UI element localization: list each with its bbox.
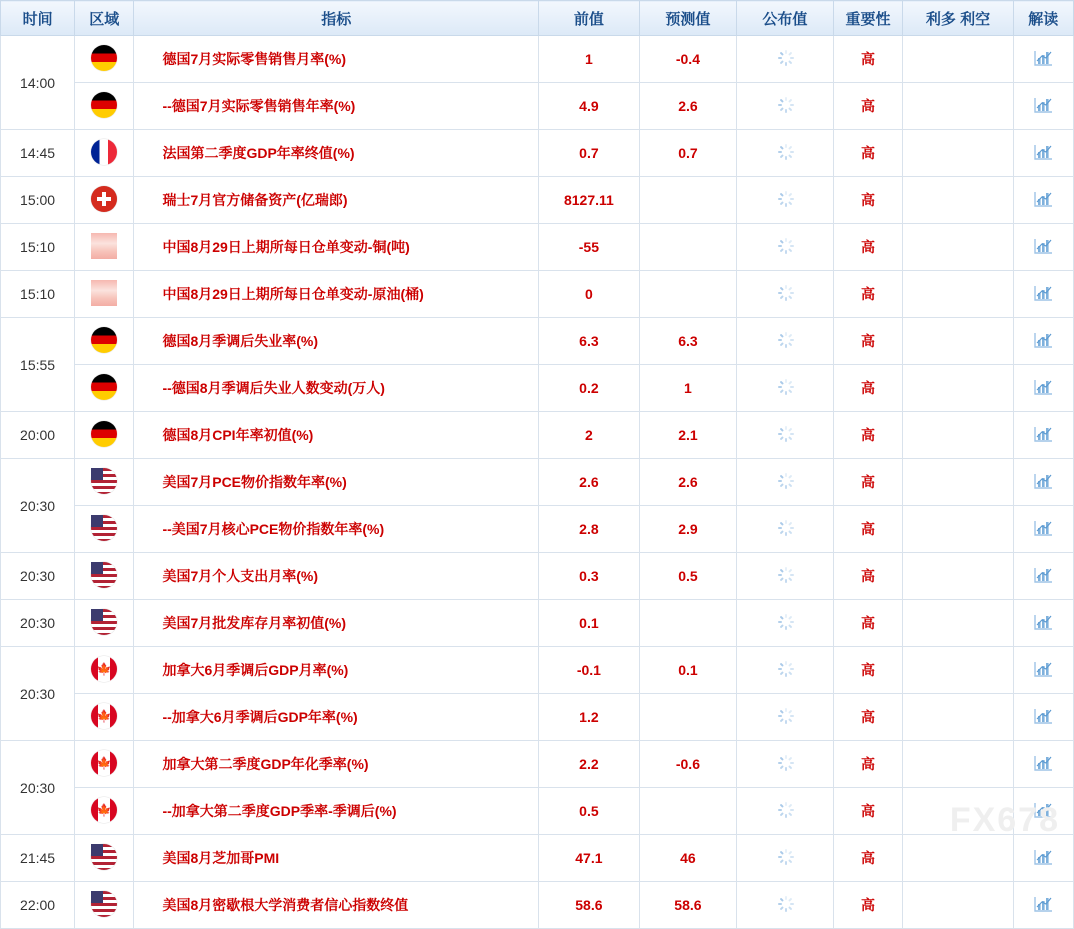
loading-spinner-icon [777, 661, 793, 677]
cell-forecast: 58.6 [639, 882, 736, 929]
cell-published [737, 788, 833, 835]
table-row[interactable] [1, 553, 1074, 600]
cell-analysis[interactable] [1013, 412, 1073, 459]
cell-indicator[interactable]: 美国8月密歇根大学消费者信心指数终值 [134, 882, 539, 929]
cell-indicator[interactable]: 瑞士7月官方储备资产(亿瑞郎) [134, 177, 539, 224]
flag-icon-canada [91, 797, 117, 823]
cell-previous: 58.6 [539, 882, 640, 929]
chart-icon[interactable] [1033, 331, 1053, 349]
cell-previous: 1.2 [539, 694, 640, 741]
cell-previous: 0 [539, 271, 640, 318]
cell-time: 15:00 [1, 177, 75, 224]
cell-bullish-bearish [903, 271, 1013, 318]
cell-analysis[interactable] [1013, 882, 1073, 929]
cell-analysis[interactable] [1013, 365, 1073, 412]
flag-icon-germany [91, 45, 117, 71]
table-row[interactable] [1, 36, 1074, 83]
cell-analysis[interactable] [1013, 36, 1073, 83]
cell-indicator[interactable]: 美国7月批发库存月率初值(%) [134, 600, 539, 647]
cell-time: 14:45 [1, 130, 75, 177]
cell-analysis[interactable] [1013, 318, 1073, 365]
flag-icon-canada [91, 703, 117, 729]
table-row[interactable] [1, 741, 1074, 788]
cell-previous: 2 [539, 412, 640, 459]
cell-published [737, 835, 833, 882]
cell-analysis[interactable] [1013, 647, 1073, 694]
cell-indicator[interactable]: --德国7月实际零售销售年率(%) [134, 83, 539, 130]
flag-icon-canada [91, 656, 117, 682]
cell-published [737, 882, 833, 929]
cell-bullish-bearish [903, 83, 1013, 130]
loading-spinner-icon [777, 50, 793, 66]
cell-importance: 高 [833, 224, 903, 271]
cell-indicator[interactable]: 德国8月季调后失业率(%) [134, 318, 539, 365]
cell-indicator[interactable]: 美国7月个人支出月率(%) [134, 553, 539, 600]
table-row[interactable] [1, 694, 1074, 741]
column-header-forecast[interactable]: 预测值 [639, 1, 736, 36]
cell-time: 20:30 [1, 459, 75, 553]
cell-analysis[interactable] [1013, 177, 1073, 224]
cell-analysis[interactable] [1013, 130, 1073, 177]
cell-bullish-bearish [903, 36, 1013, 83]
cell-published [737, 130, 833, 177]
cell-indicator[interactable]: 中国8月29日上期所每日仓单变动-原油(桶) [134, 271, 539, 318]
cell-forecast [639, 600, 736, 647]
cell-importance: 高 [833, 882, 903, 929]
cell-forecast [639, 224, 736, 271]
loading-spinner-icon [777, 332, 793, 348]
cell-bullish-bearish [903, 318, 1013, 365]
cell-analysis[interactable] [1013, 835, 1073, 882]
column-header-analysis[interactable]: 解读 [1013, 1, 1073, 36]
loading-spinner-icon [777, 285, 793, 301]
cell-forecast [639, 788, 736, 835]
cell-forecast: 46 [639, 835, 736, 882]
cell-indicator[interactable]: 美国8月芝加哥PMI [134, 835, 539, 882]
cell-bullish-bearish [903, 553, 1013, 600]
cell-region [75, 130, 134, 177]
loading-spinner-icon [777, 802, 793, 818]
loading-spinner-icon [777, 191, 793, 207]
cell-time: 15:55 [1, 318, 75, 412]
cell-time: 21:45 [1, 835, 75, 882]
watermark: FX678 [949, 801, 1060, 839]
cell-published [737, 694, 833, 741]
cell-forecast [639, 694, 736, 741]
cell-importance: 高 [833, 506, 903, 553]
cell-analysis[interactable] [1013, 459, 1073, 506]
cell-importance: 高 [833, 694, 903, 741]
column-header-importance[interactable]: 重要性 [833, 1, 903, 36]
cell-analysis[interactable] [1013, 788, 1073, 835]
cell-region [75, 365, 134, 412]
cell-region [75, 224, 134, 271]
flag-icon-switzerland [91, 186, 117, 212]
chart-icon[interactable] [1033, 848, 1053, 866]
cell-published [737, 741, 833, 788]
cell-time: 20:30 [1, 741, 75, 835]
cell-importance: 高 [833, 271, 903, 318]
cell-importance: 高 [833, 36, 903, 83]
cell-previous: 1 [539, 36, 640, 83]
cell-forecast: -0.4 [639, 36, 736, 83]
cell-published [737, 459, 833, 506]
chart-icon[interactable] [1033, 49, 1053, 67]
cell-time: 15:10 [1, 271, 75, 318]
cell-analysis[interactable] [1013, 553, 1073, 600]
flag-icon-germany [91, 327, 117, 353]
cell-previous: 2.2 [539, 741, 640, 788]
table-row[interactable] [1, 600, 1074, 647]
cell-analysis[interactable] [1013, 506, 1073, 553]
cell-previous: 2.6 [539, 459, 640, 506]
table-row[interactable] [1, 130, 1074, 177]
cell-importance: 高 [833, 365, 903, 412]
chart-icon[interactable] [1033, 660, 1053, 678]
cell-region [75, 741, 134, 788]
cell-indicator[interactable]: 加拿大第二季度GDP年化季率(%) [134, 741, 539, 788]
cell-region [75, 83, 134, 130]
cell-importance: 高 [833, 835, 903, 882]
cell-region [75, 271, 134, 318]
flag-icon-usa [91, 562, 117, 588]
cell-time: 20:30 [1, 600, 75, 647]
column-header-published[interactable]: 公布值 [737, 1, 833, 36]
cell-indicator[interactable]: --加拿大第二季度GDP季率-季调后(%) [134, 788, 539, 835]
cell-bullish-bearish [903, 365, 1013, 412]
table-row[interactable] [1, 83, 1074, 130]
cell-indicator[interactable]: --加拿大6月季调后GDP年率(%) [134, 694, 539, 741]
flag-icon-china [91, 280, 117, 306]
cell-indicator[interactable]: 德国7月实际零售销售月率(%) [134, 36, 539, 83]
cell-previous: -0.1 [539, 647, 640, 694]
cell-region [75, 553, 134, 600]
cell-region [75, 177, 134, 224]
column-header-bullish-bearish[interactable]: 利多 利空 [903, 1, 1013, 36]
cell-time: 15:10 [1, 224, 75, 271]
cell-published [737, 412, 833, 459]
cell-previous: 4.9 [539, 83, 640, 130]
cell-forecast: 0.5 [639, 553, 736, 600]
cell-indicator[interactable]: 法国第二季度GDP年率终值(%) [134, 130, 539, 177]
chart-icon[interactable] [1033, 566, 1053, 584]
flag-icon-canada [91, 750, 117, 776]
cell-previous: 47.1 [539, 835, 640, 882]
cell-published [737, 600, 833, 647]
cell-importance: 高 [833, 318, 903, 365]
cell-forecast: 2.6 [639, 83, 736, 130]
cell-region [75, 694, 134, 741]
cell-bullish-bearish [903, 130, 1013, 177]
cell-indicator[interactable]: 德国8月CPI年率初值(%) [134, 412, 539, 459]
cell-previous: 2.8 [539, 506, 640, 553]
cell-bullish-bearish [903, 224, 1013, 271]
table-header [1, 1, 1074, 36]
table-row[interactable] [1, 318, 1074, 365]
chart-icon[interactable] [1033, 284, 1053, 302]
cell-previous: 0.5 [539, 788, 640, 835]
table-row[interactable] [1, 271, 1074, 318]
table-row[interactable] [1, 506, 1074, 553]
cell-bullish-bearish [903, 647, 1013, 694]
loading-spinner-icon [777, 567, 793, 583]
cell-region [75, 36, 134, 83]
cell-analysis[interactable] [1013, 271, 1073, 318]
cell-forecast: 6.3 [639, 318, 736, 365]
flag-icon-usa [91, 891, 117, 917]
column-header-indicator[interactable]: 指标 [134, 1, 539, 36]
cell-bullish-bearish [903, 882, 1013, 929]
loading-spinner-icon [777, 238, 793, 254]
cell-previous: 0.3 [539, 553, 640, 600]
cell-published [737, 318, 833, 365]
cell-region [75, 412, 134, 459]
cell-indicator[interactable]: 中国8月29日上期所每日仓单变动-铜(吨) [134, 224, 539, 271]
cell-bullish-bearish [903, 788, 1013, 835]
cell-published [737, 224, 833, 271]
loading-spinner-icon [777, 708, 793, 724]
loading-spinner-icon [777, 896, 793, 912]
table-row[interactable] [1, 459, 1074, 506]
cell-forecast: 1 [639, 365, 736, 412]
loading-spinner-icon [777, 755, 793, 771]
cell-previous: -55 [539, 224, 640, 271]
cell-indicator[interactable]: --德国8月季调后失业人数变动(万人) [134, 365, 539, 412]
cell-region [75, 788, 134, 835]
cell-indicator[interactable]: 美国7月PCE物价指数年率(%) [134, 459, 539, 506]
cell-published [737, 83, 833, 130]
cell-indicator[interactable]: --美国7月核心PCE物价指数年率(%) [134, 506, 539, 553]
cell-previous: 0.1 [539, 600, 640, 647]
chart-icon[interactable] [1033, 801, 1053, 819]
cell-forecast: 2.1 [639, 412, 736, 459]
cell-previous: 0.7 [539, 130, 640, 177]
flag-icon-germany [91, 92, 117, 118]
chart-icon[interactable] [1033, 378, 1053, 396]
cell-region [75, 459, 134, 506]
cell-analysis[interactable] [1013, 224, 1073, 271]
cell-bullish-bearish [903, 459, 1013, 506]
cell-bullish-bearish [903, 835, 1013, 882]
chart-icon[interactable] [1033, 519, 1053, 537]
cell-importance: 高 [833, 741, 903, 788]
table-row[interactable] [1, 365, 1074, 412]
table-row[interactable] [1, 882, 1074, 929]
chart-icon[interactable] [1033, 895, 1053, 913]
column-header-time[interactable]: 时间 [1, 1, 75, 36]
flag-icon-france [91, 139, 117, 165]
cell-region [75, 835, 134, 882]
flag-icon-usa [91, 515, 117, 541]
cell-forecast [639, 177, 736, 224]
flag-icon-usa [91, 844, 117, 870]
flag-icon-usa [91, 609, 117, 635]
cell-region [75, 318, 134, 365]
chart-icon[interactable] [1033, 754, 1053, 772]
cell-importance: 高 [833, 647, 903, 694]
cell-published [737, 647, 833, 694]
chart-icon[interactable] [1033, 143, 1053, 161]
cell-analysis[interactable] [1013, 741, 1073, 788]
flag-icon-china [91, 233, 117, 259]
flag-icon-germany [91, 374, 117, 400]
table-row[interactable] [1, 412, 1074, 459]
cell-time: 20:30 [1, 553, 75, 600]
chart-icon[interactable] [1033, 237, 1053, 255]
cell-published [737, 36, 833, 83]
table-row[interactable] [1, 224, 1074, 271]
cell-forecast: 0.1 [639, 647, 736, 694]
cell-importance: 高 [833, 459, 903, 506]
cell-published [737, 506, 833, 553]
column-header-region[interactable]: 区域 [75, 1, 134, 36]
cell-bullish-bearish [903, 741, 1013, 788]
column-header-previous[interactable]: 前值 [539, 1, 640, 36]
cell-analysis[interactable] [1013, 600, 1073, 647]
cell-time: 20:30 [1, 647, 75, 741]
cell-region [75, 647, 134, 694]
loading-spinner-icon [777, 849, 793, 865]
loading-spinner-icon [777, 379, 793, 395]
cell-forecast: 0.7 [639, 130, 736, 177]
cell-forecast: 2.9 [639, 506, 736, 553]
cell-previous: 0.2 [539, 365, 640, 412]
cell-importance: 高 [833, 412, 903, 459]
cell-region [75, 600, 134, 647]
cell-importance: 高 [833, 130, 903, 177]
cell-indicator[interactable]: 加拿大6月季调后GDP月率(%) [134, 647, 539, 694]
cell-published [737, 365, 833, 412]
cell-time: 20:00 [1, 412, 75, 459]
cell-region [75, 506, 134, 553]
loading-spinner-icon [777, 473, 793, 489]
table-body [1, 36, 1074, 929]
loading-spinner-icon [777, 144, 793, 160]
chart-icon[interactable] [1033, 707, 1053, 725]
loading-spinner-icon [777, 426, 793, 442]
cell-previous: 8127.11 [539, 177, 640, 224]
cell-time: 22:00 [1, 882, 75, 929]
cell-importance: 高 [833, 83, 903, 130]
cell-published [737, 177, 833, 224]
table-row[interactable] [1, 647, 1074, 694]
cell-time: 14:00 [1, 36, 75, 130]
cell-forecast [639, 271, 736, 318]
chart-icon[interactable] [1033, 425, 1053, 443]
cell-bullish-bearish [903, 506, 1013, 553]
table-row[interactable] [1, 788, 1074, 835]
cell-published [737, 553, 833, 600]
chart-icon[interactable] [1033, 96, 1053, 114]
table-row[interactable] [1, 177, 1074, 224]
flag-icon-usa [91, 468, 117, 494]
chart-icon[interactable] [1033, 613, 1053, 631]
loading-spinner-icon [777, 520, 793, 536]
cell-importance: 高 [833, 177, 903, 224]
cell-analysis[interactable] [1013, 83, 1073, 130]
flag-icon-germany [91, 421, 117, 447]
cell-forecast: -0.6 [639, 741, 736, 788]
cell-bullish-bearish [903, 694, 1013, 741]
cell-published [737, 271, 833, 318]
cell-region [75, 882, 134, 929]
header-row [1, 1, 1074, 36]
table-row[interactable] [1, 835, 1074, 882]
cell-analysis[interactable] [1013, 694, 1073, 741]
cell-bullish-bearish [903, 412, 1013, 459]
loading-spinner-icon [777, 97, 793, 113]
cell-importance: 高 [833, 553, 903, 600]
cell-bullish-bearish [903, 177, 1013, 224]
cell-forecast: 2.6 [639, 459, 736, 506]
cell-importance: 高 [833, 788, 903, 835]
loading-spinner-icon [777, 614, 793, 630]
chart-icon[interactable] [1033, 190, 1053, 208]
cell-bullish-bearish [903, 600, 1013, 647]
chart-icon[interactable] [1033, 472, 1053, 490]
cell-importance: 高 [833, 600, 903, 647]
cell-previous: 6.3 [539, 318, 640, 365]
